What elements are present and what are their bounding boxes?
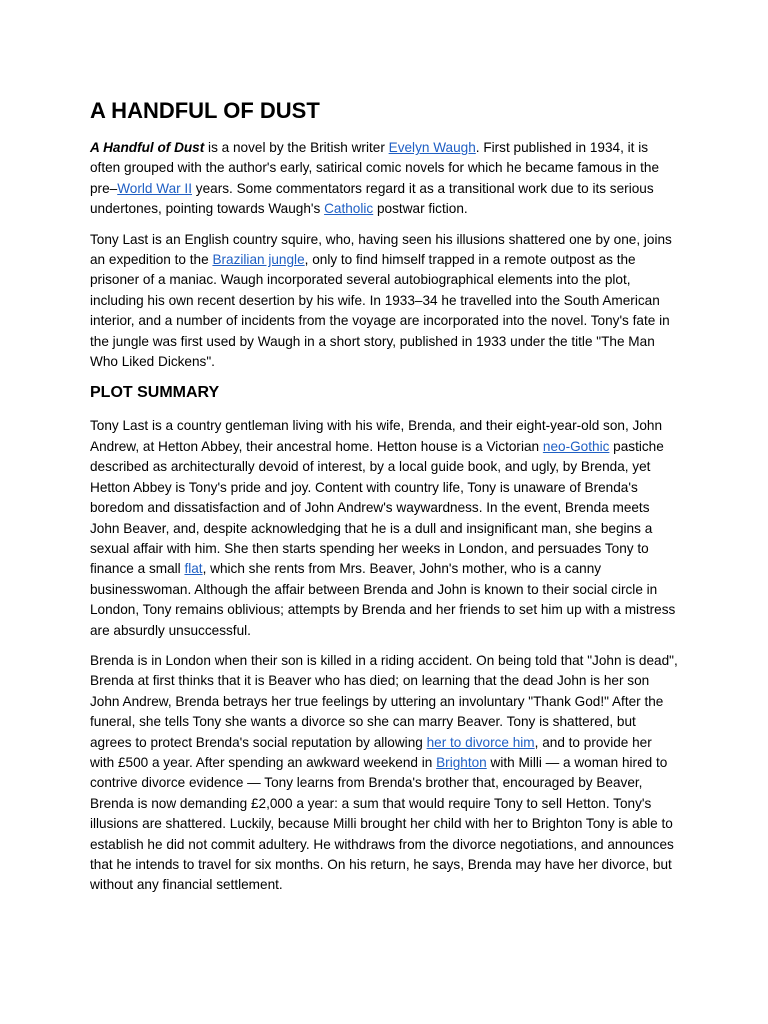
overview-paragraph [90,230,678,373]
plot2-text-1: Brenda is in London when their son is killed in a riding accident. On being told that "John is dead", Brenda at first thinks that it is Beaver who has died; on learning that the dead John is her son John Andrew, Brenda betrays her true feelings by uttering an involuntary "Thank God!" After the funeral, she tells Tony she wants a divorce so she can marry Beaver. Tony is shattered, but agrees to protect Brenda's social reputation by allowing [90,652,678,750]
link-neo-gothic[interactable]: neo-Gothic [542,438,610,454]
intro-text-4: postwar fiction. [373,201,468,217]
plot2-text-2: , and to provide her with £500 a year. After spending an awkward weekend in [90,734,652,770]
overview-text-1: Tony Last is an English country squire, who, having seen his illusions shattered one by one, joins an expedition to the [90,231,672,268]
intro-text-3: years. Some commentators regard it as a transitional work due to its serious undertones, pointing towards Waugh's [90,180,654,217]
book-title: A Handful of Dust [90,140,205,155]
plot1-text-2: pastiche described as architecturally devoid of interest, by a local guide book, and ugly, by Brenda, yet Hetton Abbey is Tony's pride and joy. Content with country life, Tony is unaware of Brenda's boredom and dissatisfaction and of John Andrew's waywardness. In the event, Brenda meets John Beaver, and, despite acknowledging that he is a dull and insignificant man, she begins a sexual affair with him. She then starts spending her weeks in London, and persuades Tony to finance a small [90,438,664,577]
plot-paragraph-1 [90,416,678,640]
intro-paragraph [90,138,678,220]
intro-text-1: is a novel by the British writer [204,140,389,155]
plot1-text-3: , which she rents from Mrs. Beaver, John's mother, who is a canny businesswoman. Although the affair between Brenda and John is known to their social circle in London, Tony remains oblivious; attempts by Brenda and her friends to set him up with a mistress are absurdly unsuccessful. [90,561,676,638]
plot2-text-3: with Milli — a woman hired to contrive divorce evidence — Tony learns from Brenda's brother that, encouraged by Beaver, Brenda is now demanding £2,000 a year: a sum that would require Tony to sell Hetton. Tony's illusions are shattered. Luckily, because Milli brought her child with her to Brighton Tony is able to establish he did not commit adultery. He withdraws from the divorce negotiations, and announces that he intends to travel for six months. On his return, he says, Brenda may have her divorce, but without any financial settlement. [90,754,674,893]
plot-paragraph-2 [90,651,678,896]
intro-text-2: . First published in 1934, it is often grouped with the author's early, satirical comic novels for which he became famous in the pre– [90,140,660,196]
link-flat[interactable]: flat [184,561,203,577]
link-brighton[interactable]: Brighton [436,754,487,770]
plot-summary-heading: PLOT SUMMARY [90,384,220,402]
link-catholic[interactable]: Catholic [324,201,374,217]
page-title: A HANDFUL OF DUST [90,98,320,123]
link-world-war-ii[interactable]: World War II [117,180,192,196]
link-brazilian-jungle[interactable]: Brazilian jungle [212,252,305,268]
link-divorce[interactable]: her to divorce him [426,734,535,750]
link-evelyn-waugh[interactable]: Evelyn Waugh [388,140,476,155]
plot1-text-1: Tony Last is a country gentleman living with his wife, Brenda, and their eight-year-old son, John Andrew, at Hetton Abbey, their ancestral home. Hetton house is a Victorian [90,418,662,454]
overview-text-2: , only to find himself trapped in a remote outpost as the prisoner of a maniac. Waugh incorporated several autobiographical elements into the plot, including his own recent desertion by his wife. In 1933–34 he travelled into the South American interior, and a number of incidents from the voyage are incorporated into the novel. Tony's fate in the jungle was first used by Waugh in a short story, published in 1933 under the title "The Man Who Liked Dickens". [90,252,670,370]
